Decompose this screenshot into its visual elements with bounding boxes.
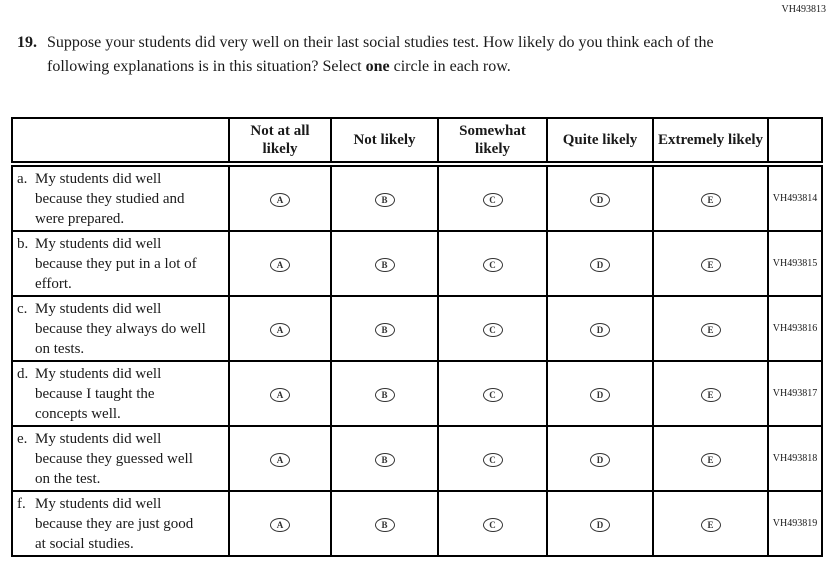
option-cell-c — [438, 361, 547, 426]
option-a-circle[interactable]: A — [270, 193, 290, 207]
row-letter: b. — [17, 236, 29, 252]
option-cell-b — [331, 231, 438, 296]
statement-cell — [12, 164, 229, 231]
col-header-somewhat-likely: Somewhat likely — [438, 118, 547, 164]
table-row — [12, 361, 822, 426]
table-row — [12, 491, 822, 556]
statement-cell — [12, 296, 229, 361]
option-e-circle[interactable]: E — [701, 453, 721, 467]
row-letter: f. — [17, 496, 26, 512]
row-code: VH493819 — [768, 491, 822, 556]
option-cell-d — [547, 231, 653, 296]
question-19 — [17, 31, 717, 79]
option-c-circle[interactable]: C — [483, 518, 503, 532]
option-d-circle[interactable]: D — [590, 453, 610, 467]
row-statement: My students did well because they are just good at social studies. — [35, 496, 194, 552]
option-cell-a — [229, 231, 331, 296]
option-cell-c — [438, 231, 547, 296]
option-cell-a — [229, 491, 331, 556]
option-a-circle[interactable]: A — [270, 518, 290, 532]
option-cell-e — [653, 296, 768, 361]
header-row — [12, 118, 822, 164]
option-cell-e — [653, 361, 768, 426]
page-code: VH493813 — [781, 4, 826, 15]
option-cell-a — [229, 164, 331, 231]
option-cell-c — [438, 491, 547, 556]
statement-cell — [12, 426, 229, 491]
table-row — [12, 164, 822, 231]
col-header-statement-empty — [12, 118, 229, 164]
question-text-end: circle in each row. — [389, 58, 511, 75]
likert-table — [11, 117, 823, 557]
row-code: VH493817 — [768, 361, 822, 426]
statement-cell — [12, 491, 229, 556]
option-cell-b — [331, 164, 438, 231]
question-number: 19. — [17, 34, 37, 51]
col-header-quite-likely: Quite likely — [547, 118, 653, 164]
option-cell-b — [331, 296, 438, 361]
question-text-bold-word: one — [365, 58, 390, 75]
row-code: VH493816 — [768, 296, 822, 361]
option-b-circle[interactable]: B — [375, 453, 395, 467]
option-c-circle[interactable]: C — [483, 388, 503, 402]
option-b-circle[interactable]: B — [375, 388, 395, 402]
row-code: VH493815 — [768, 231, 822, 296]
option-cell-a — [229, 361, 331, 426]
option-e-circle[interactable]: E — [701, 388, 721, 402]
option-c-circle[interactable]: C — [483, 193, 503, 207]
option-a-circle[interactable]: A — [270, 453, 290, 467]
option-cell-d — [547, 164, 653, 231]
question-text — [47, 31, 717, 79]
row-statement: My students did well because they always do well on tests. — [35, 301, 206, 357]
row-letter: c. — [17, 301, 28, 317]
statement-cell — [12, 361, 229, 426]
statement-cell — [12, 231, 229, 296]
option-cell-a — [229, 426, 331, 491]
option-c-circle[interactable]: C — [483, 453, 503, 467]
table-row — [12, 231, 822, 296]
option-a-circle[interactable]: A — [270, 323, 290, 337]
option-cell-c — [438, 426, 547, 491]
option-cell-e — [653, 491, 768, 556]
row-code: VH493818 — [768, 426, 822, 491]
row-letter: a. — [17, 171, 28, 187]
option-d-circle[interactable]: D — [590, 388, 610, 402]
option-cell-d — [547, 361, 653, 426]
option-d-circle[interactable]: D — [590, 258, 610, 272]
option-e-circle[interactable]: E — [701, 258, 721, 272]
col-header-not-at-all-likely: Not at all likely — [229, 118, 331, 164]
option-c-circle[interactable]: C — [483, 258, 503, 272]
option-b-circle[interactable]: B — [375, 323, 395, 337]
option-b-circle[interactable]: B — [375, 193, 395, 207]
option-a-circle[interactable]: A — [270, 258, 290, 272]
row-statement: My students did well because they put in a lot of effort. — [35, 236, 197, 292]
row-statement: My students did well because I taught the concepts well. — [35, 366, 162, 422]
option-cell-b — [331, 491, 438, 556]
col-header-not-likely: Not likely — [331, 118, 438, 164]
row-statement: My students did well because they guessed well on the test. — [35, 431, 193, 487]
question-text-start: Suppose your students did very well on their last social studies test. How likely do you think each of the following explanations is in this situation? Select — [47, 34, 714, 75]
option-cell-d — [547, 426, 653, 491]
option-cell-e — [653, 426, 768, 491]
col-header-extremely-likely: Extremely likely — [653, 118, 768, 164]
option-cell-e — [653, 164, 768, 231]
option-d-circle[interactable]: D — [590, 193, 610, 207]
option-cell-d — [547, 491, 653, 556]
option-e-circle[interactable]: E — [701, 518, 721, 532]
row-letter: e. — [17, 431, 28, 447]
option-cell-b — [331, 426, 438, 491]
table-row — [12, 296, 822, 361]
option-d-circle[interactable]: D — [590, 518, 610, 532]
option-e-circle[interactable]: E — [701, 323, 721, 337]
option-c-circle[interactable]: C — [483, 323, 503, 337]
option-d-circle[interactable]: D — [590, 323, 610, 337]
option-b-circle[interactable]: B — [375, 258, 395, 272]
option-cell-c — [438, 164, 547, 231]
option-a-circle[interactable]: A — [270, 388, 290, 402]
option-cell-c — [438, 296, 547, 361]
col-header-code-empty — [768, 118, 822, 164]
option-cell-d — [547, 296, 653, 361]
option-cell-b — [331, 361, 438, 426]
table-body — [12, 164, 822, 556]
row-statement: My students did well because they studied and were prepared. — [35, 171, 185, 227]
option-e-circle[interactable]: E — [701, 193, 721, 207]
option-cell-e — [653, 231, 768, 296]
row-code: VH493814 — [768, 164, 822, 231]
row-letter: d. — [17, 366, 29, 382]
table-row — [12, 426, 822, 491]
option-cell-a — [229, 296, 331, 361]
option-b-circle[interactable]: B — [375, 518, 395, 532]
